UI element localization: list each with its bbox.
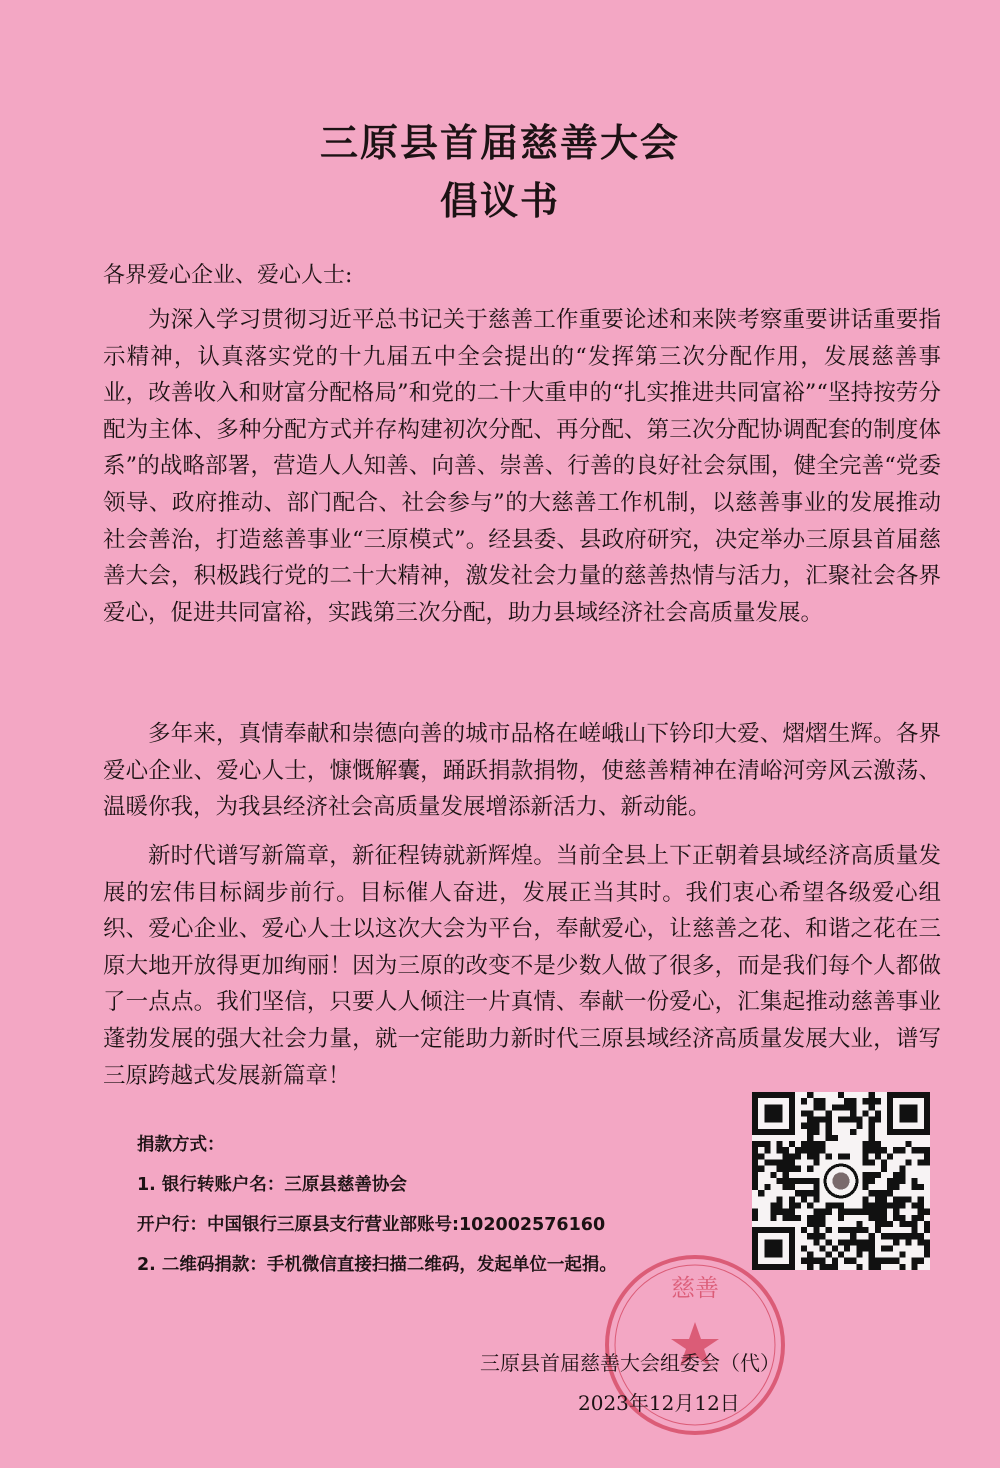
salutation: 各界爱心企业、爱心人士: [103,263,353,288]
donation-account-line: 开户行：中国银行三原县支行营业部账号:102002576160 [137,1215,606,1235]
donation-qr-code [752,1092,930,1270]
donation-qr-line: 2. 二维码捐款：手机微信直接扫描二维码，发起单位一起捐。 [137,1255,617,1275]
signature-date: 2023年12月12日 [578,1391,740,1415]
document-title: 三原县首届慈善大会 [319,120,680,165]
signature-org: 三原县首届慈善大会组委会（代） [480,1351,780,1375]
donation-bank-line: 1. 银行转账户名：三原县慈善协会 [137,1175,407,1195]
paragraph-3: 新时代谱写新篇章，新征程铸就新辉煌。当前全县上下正朝着县域经济高质量发展的宏伟目标阔步前行。目标催人奋进，发展正当其时。我们衷心希望各级爱心组织、爱心企业、爱心人士以这次大会为平台，奉献爱心，让慈善之花、和谐之花在三原大地开放得更加绚丽！因为三原的改变不是少数人做了很多，而是我们每个人都做了一点点。我们坚信，只要人人倾注一片真情、奉献一份爱心，汇集起推动慈善事业蓬勃发展的强大社会力量，就一定能助力新时代三原县域经济高质量发展大业，谱写三原跨越式发展新篇章！ [103,843,941,1089]
document-subtitle: 倡议书 [439,178,560,223]
donation-heading: 捐款方式： [137,1135,225,1155]
paragraph-1: 为深入学习贯彻习近平总书记关于慈善工作重要论述和来陕考察重要讲话重要指示精神，认真落实党的十九届五中全会提出的“发挥第三次分配作用，发展慈善事业，改善收入和财富分配格局”和党的二十大重申的“扎实推进共同富裕”“坚持按劳分配为主体、多种分配方式并存构建初次分配、再分配、第三次分配协调配套的制度体系”的战略部署，营造人人知善、向善、崇善、行善的良好社会氛围，健全完善“党委领导、政府推动、部门配合、社会参与”的大慈善工作机制，以慈善事业的发展推动社会善治，打造慈善事业“三原模式”。经县委、县政府研究，决定举办三原县首届慈善大会，积极践行党的二十大精神，激发社会力量的慈善热情与活力，汇聚社会各界爱心，促进共同富裕，实践第三次分配，助力县域经济社会高质量发展。 [103,307,941,626]
seal-text: 慈善 [671,1274,719,1302]
paragraph-2: 多年来，真情奉献和崇德向善的城市品格在嵯峨山下钤印大爱、熠熠生辉。各界爱心企业、爱心人士，慷慨解囊，踊跃捐款捐物，使慈善精神在清峪河旁风云激荡、温暖你我，为我县经济社会高质量发展增添新活力、新动能。 [103,721,941,821]
